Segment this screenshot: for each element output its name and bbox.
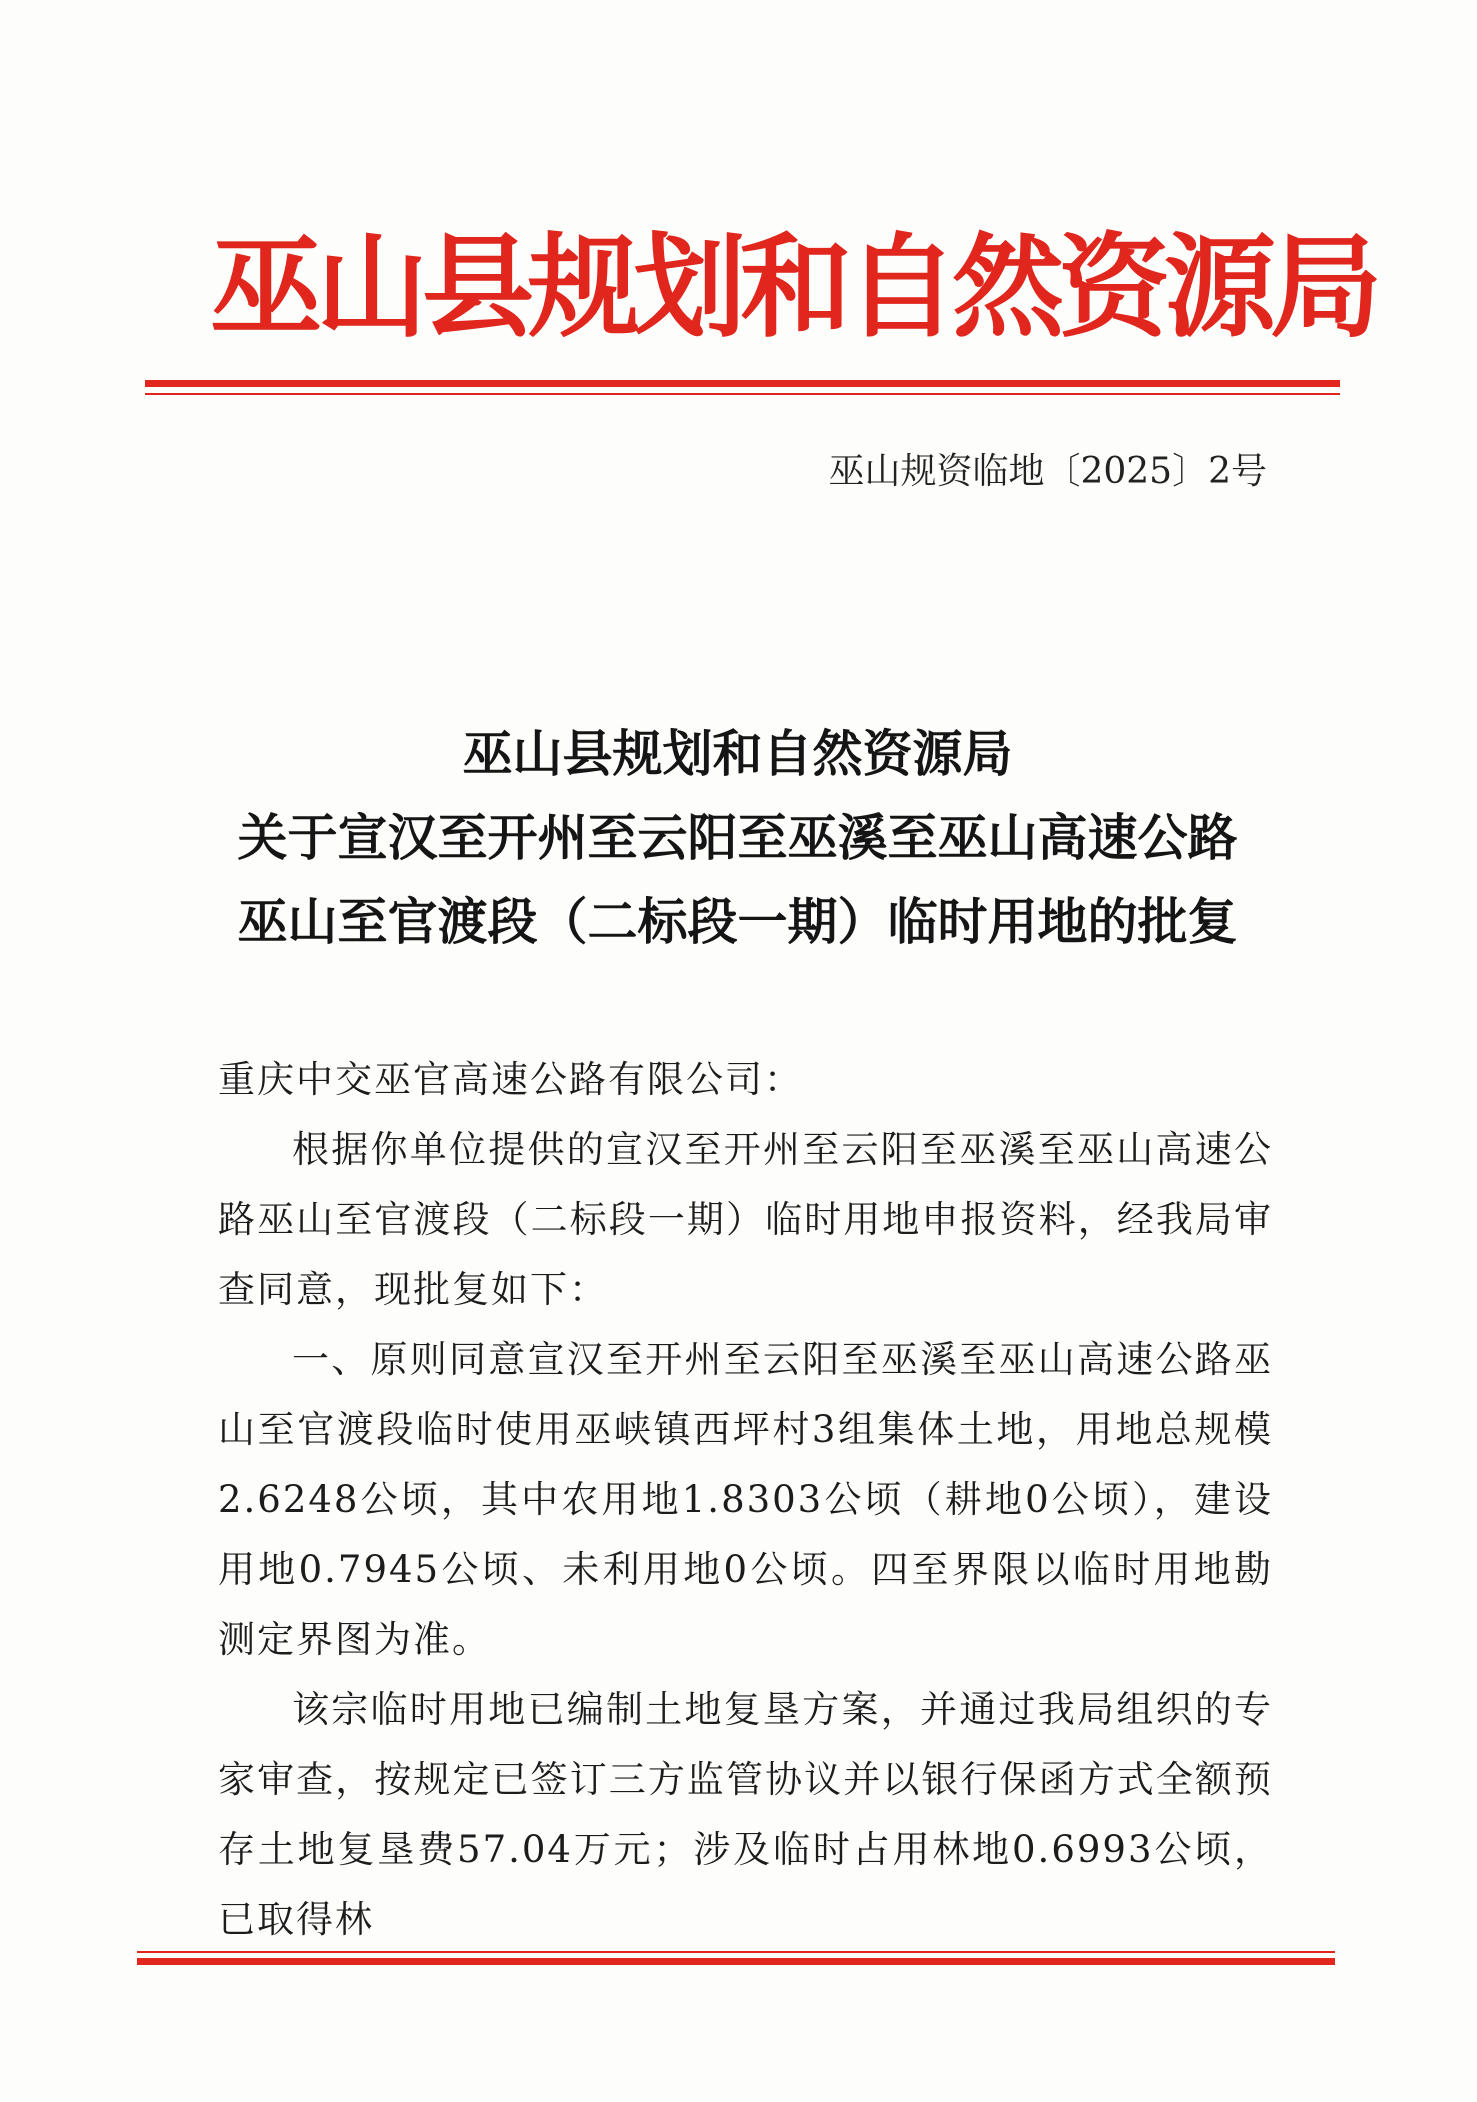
title-line: 巫山县规划和自然资源局 <box>462 724 1013 783</box>
body-paragraph: 一、原则同意宣汉至开州至云阳至巫溪至巫山高速公路巫山至官渡段临时使用巫峡镇西坪村3组集体土地，用地总规模2.6248公顷，其中农用地1.8303公顷（耕地0公顷），建设用地0.7945公顷、未利用地0公顷。四至界限以临时用地勘测定界图为准。 <box>218 1338 1273 1661</box>
footer-rule-thin <box>137 1951 1335 1953</box>
document-number: 巫山规资临地〔2025〕2号 <box>828 451 1267 492</box>
document-title <box>140 712 1335 964</box>
addressee: 重庆中交巫官高速公路有限公司： <box>218 1058 803 1101</box>
body-paragraph: 根据你单位提供的宣汉至开州至云阳至巫溪至巫山高速公路巫山至官渡段（二标段一期）临时用地申报资料，经我局审查同意，现批复如下： <box>218 1128 1273 1311</box>
document-body <box>218 1045 1273 1955</box>
footer-rule-thick <box>137 1958 1335 1965</box>
header-rule-thin <box>145 393 1340 395</box>
issuer-masthead: 巫山县规划和自然资源局 <box>210 222 1376 353</box>
body-paragraph: 该宗临时用地已编制土地复垦方案，并通过我局组织的专家审查，按规定已签订三方监管协议并以银行保函方式全额预存土地复垦费57.04万元；涉及临时占用林地0.6993公顷，已取得林 <box>218 1688 1273 1941</box>
header-rule-thick <box>145 380 1340 387</box>
title-line: 巫山至官渡段（二标段一期）临时用地的批复 <box>237 892 1238 951</box>
title-line: 关于宣汉至开州至云阳至巫溪至巫山高速公路 <box>237 808 1238 867</box>
